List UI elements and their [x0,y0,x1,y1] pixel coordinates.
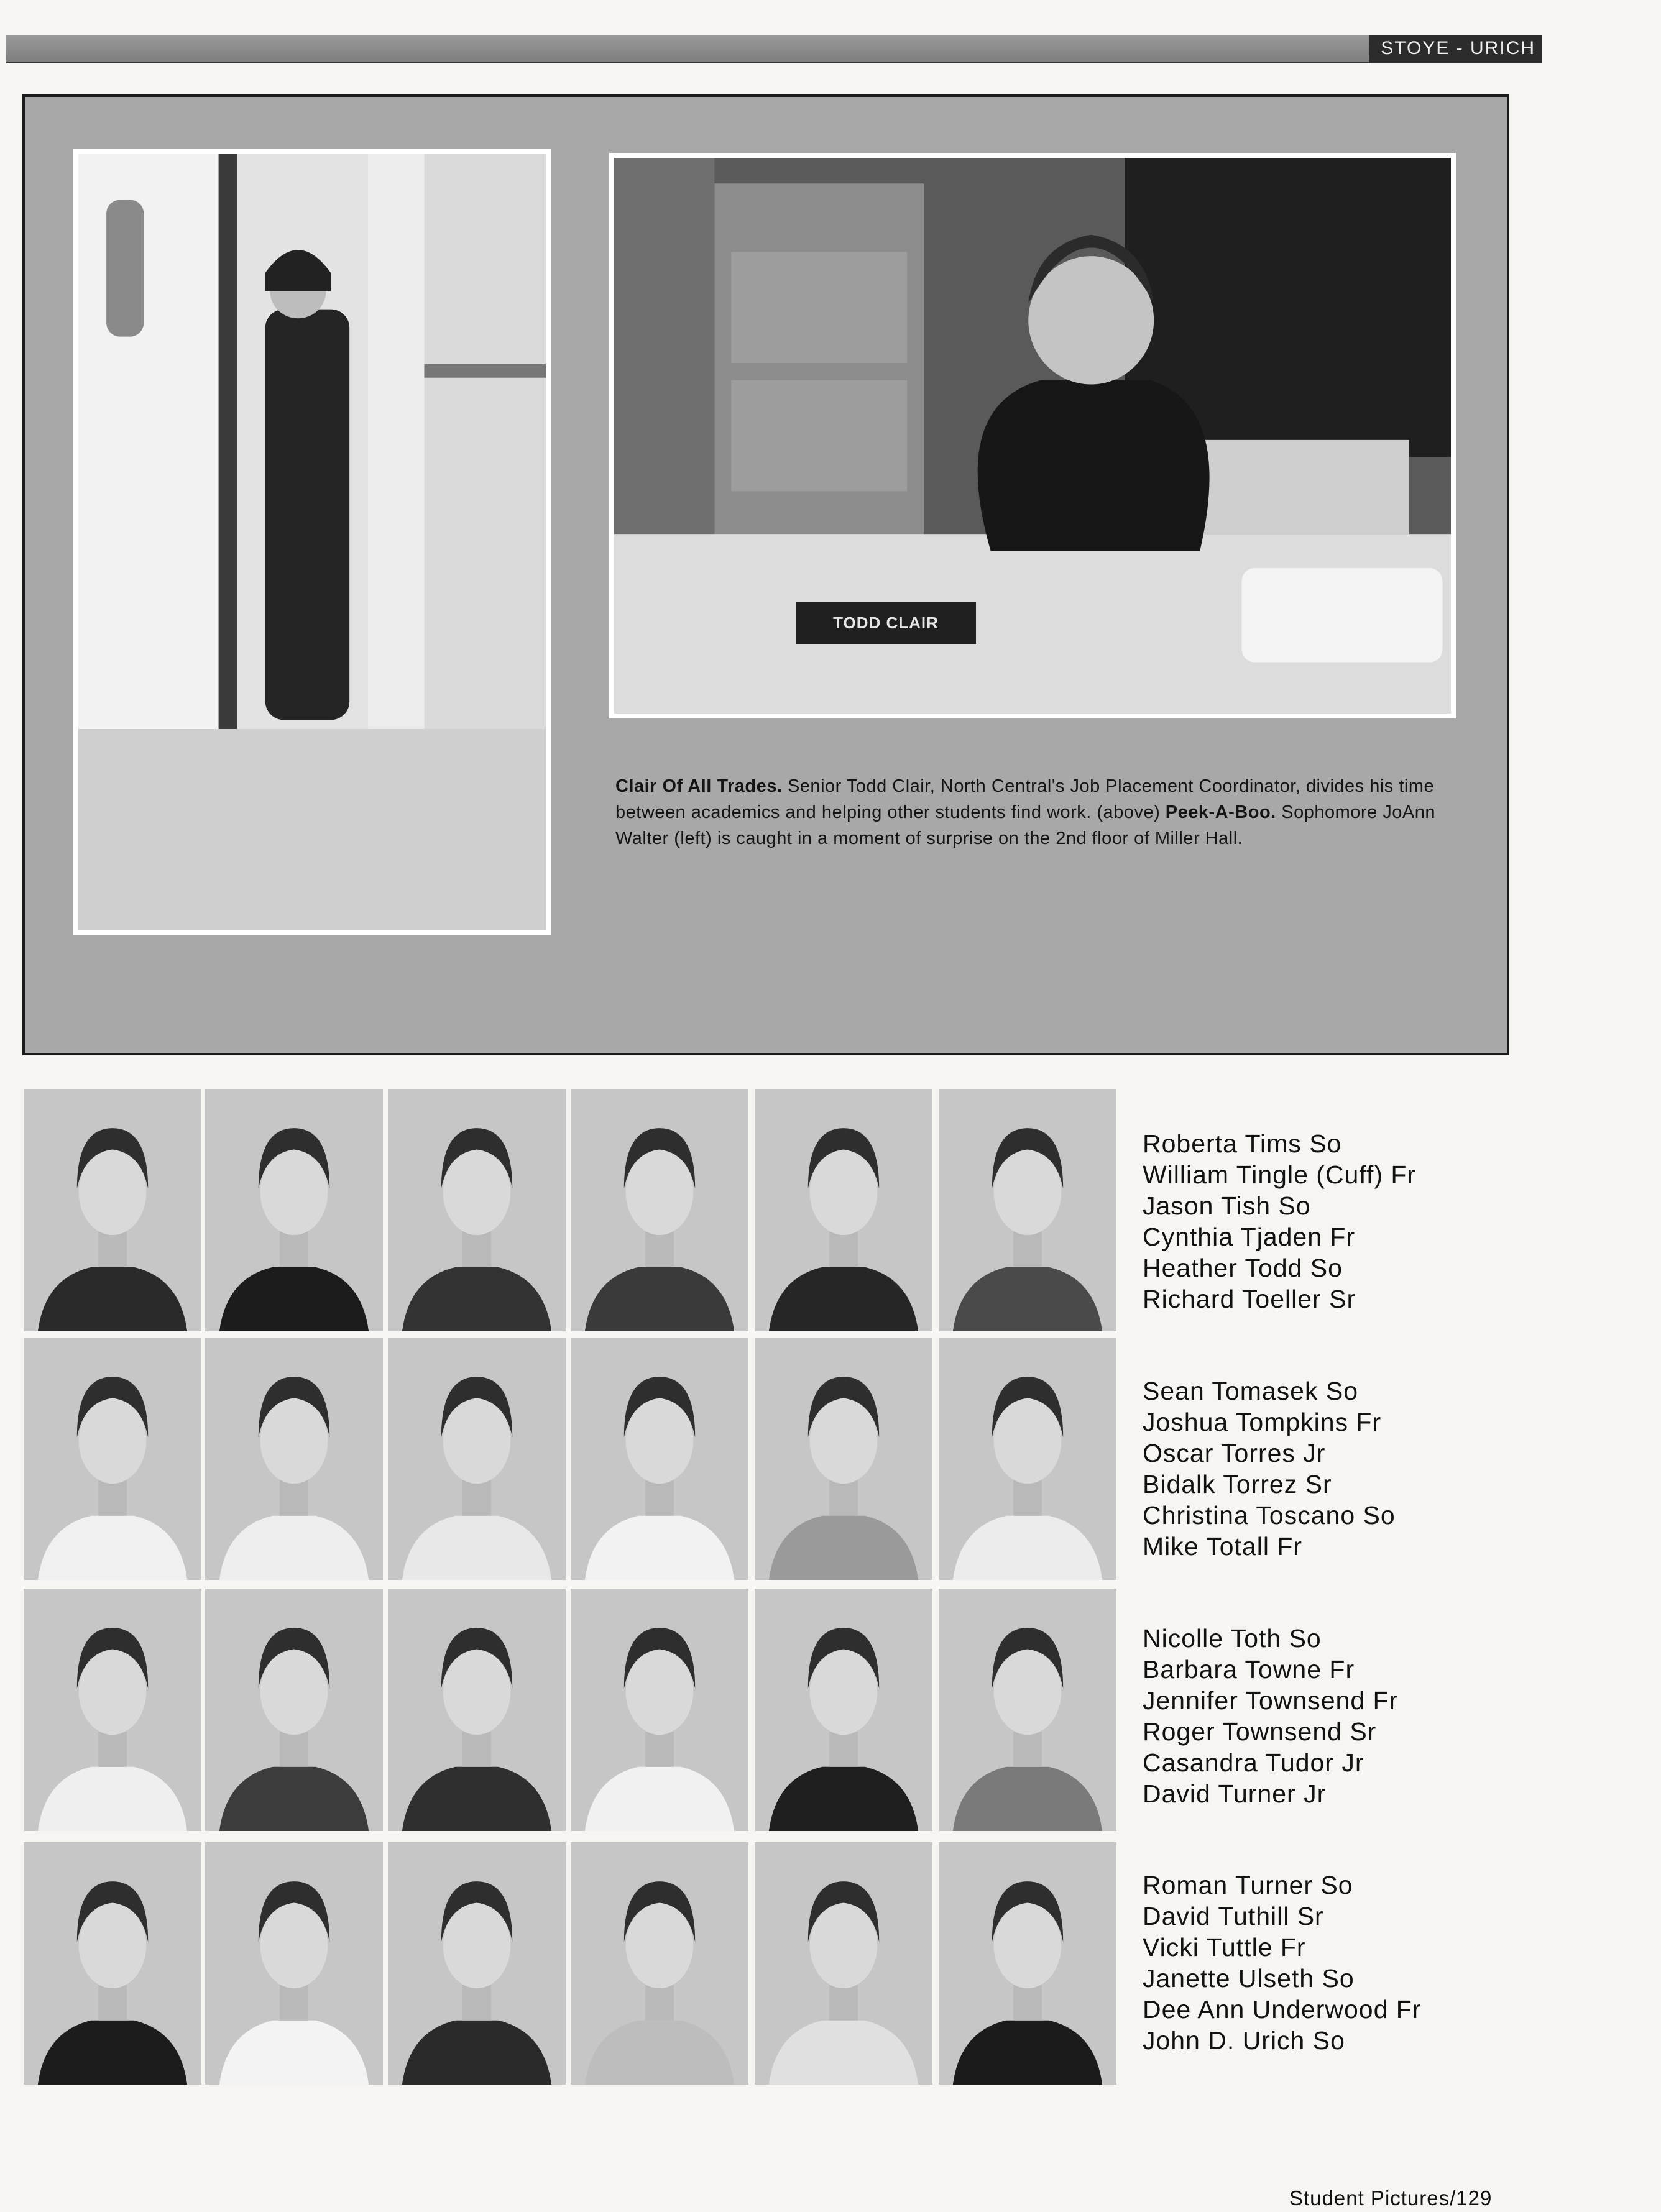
page-folio: Student Pictures/129 [1289,2187,1493,2210]
student-portrait [205,1842,383,2085]
student-name: Jason Tish So [1143,1191,1311,1220]
student-portrait [571,1589,748,1831]
student-name: Dee Ann Underwood Fr [1143,1995,1422,2024]
student-portrait [24,1842,201,2085]
student-portrait [24,1089,201,1331]
student-portrait [571,1089,748,1331]
header-bar [6,35,1542,63]
student-name: Roman Turner So [1143,1871,1353,1899]
student-portrait [388,1089,566,1331]
student-name: Bidalk Torrez Sr [1143,1470,1332,1498]
student-portrait [939,1089,1116,1331]
student-portrait [24,1589,201,1831]
student-name: Christina Toscano So [1143,1501,1396,1530]
student-name: Nicolle Toth So [1143,1624,1322,1653]
section-label: STOYE - URICH [1369,35,1542,62]
student-name: William Tingle (Cuff) Fr [1143,1160,1417,1189]
photo-todd-clair [609,153,1456,718]
student-name: Barbara Towne Fr [1143,1655,1355,1684]
student-portrait [755,1338,932,1580]
student-portrait [571,1338,748,1580]
feature-photo-box [22,94,1509,1055]
student-portrait [755,1842,932,2085]
name-list-row-1 [1143,1128,1615,1315]
student-name: Janette Ulseth So [1143,1964,1355,1993]
student-portrait [939,1842,1116,2085]
student-portrait [571,1842,748,2085]
name-list-row-4 [1143,1870,1615,2056]
feature-caption [615,773,1486,851]
caption-title-2: Peek-A-Boo. [1165,802,1276,822]
student-portrait [205,1089,383,1331]
student-portrait [939,1338,1116,1580]
student-name: Sean Tomasek So [1143,1377,1359,1405]
student-name: Vicki Tuttle Fr [1143,1933,1306,1962]
caption-text-2: Sophomore JoAnn Walter (left) is caught in a moment of surprise on the 2nd floor of Miller Hall. [615,802,1435,848]
student-name: Oscar Torres Jr [1143,1439,1326,1467]
student-name: Roberta Tims So [1143,1129,1342,1158]
student-name: Joshua Tompkins Fr [1143,1408,1382,1436]
desk-nameplate: TODD CLAIR [796,602,976,644]
student-portrait [24,1338,201,1580]
photo-peek-a-boo [73,149,551,935]
student-name: Cynthia Tjaden Fr [1143,1223,1356,1251]
student-portrait [755,1589,932,1831]
student-name: Richard Toeller Sr [1143,1285,1356,1313]
caption-text-1: Senior Todd Clair, North Central's Job Placement Coordinator, divides his time between academics and helping other students find work. (above) [615,776,1435,822]
student-name: Roger Townsend Sr [1143,1717,1377,1746]
student-name: Casandra Tudor Jr [1143,1748,1364,1777]
student-portrait [755,1089,932,1331]
student-name: David Tuthill Sr [1143,1902,1324,1930]
student-portrait [388,1842,566,2085]
student-portrait [205,1589,383,1831]
caption-title-1: Clair Of All Trades. [615,776,783,796]
student-portrait [388,1338,566,1580]
student-name: John D. Urich So [1143,2026,1345,2055]
student-name: Jennifer Townsend Fr [1143,1686,1399,1715]
name-list-row-3 [1143,1623,1615,1809]
student-portrait [939,1589,1116,1831]
student-portrait [388,1589,566,1831]
name-list-row-2 [1143,1375,1615,1562]
student-name: Heather Todd So [1143,1254,1343,1282]
student-name: David Turner Jr [1143,1779,1327,1808]
student-portrait [205,1338,383,1580]
student-name: Mike Totall Fr [1143,1532,1303,1561]
